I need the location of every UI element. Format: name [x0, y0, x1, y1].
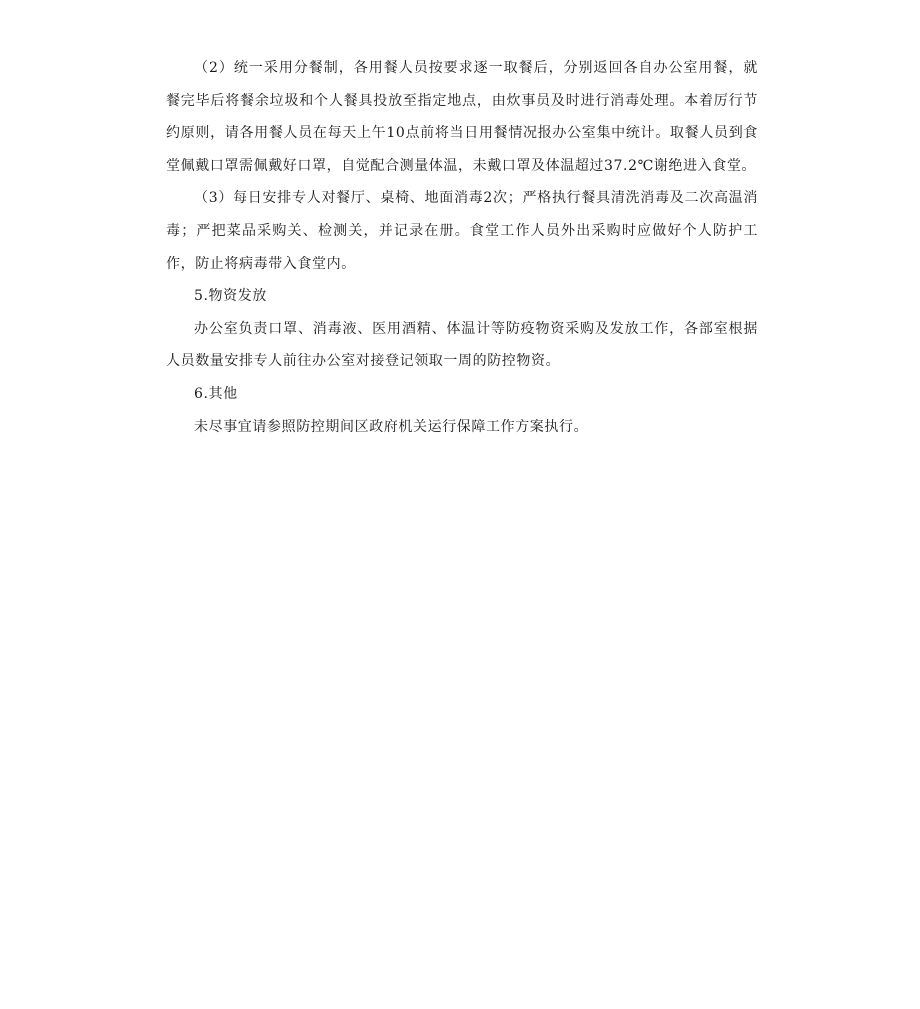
paragraph-supplies: 办公室负责口罩、消毒液、医用酒精、体温计等防疫物资采购及发放工作，各部室根据人员数量安排专人前往办公室对接登记领取一周的防控物资。	[166, 320, 758, 370]
paragraph-disinfection: （3）每日安排专人对餐厅、桌椅、地面消毒2次；严格执行餐具清洗消毒及二次高温消毒；严把菜品采购关、检测关，并记录在册。食堂工作人员外出采购时应做好个人防护工作，防止将病毒带入食堂内。	[166, 190, 758, 272]
section-heading-supplies: 5.物资发放	[194, 288, 267, 305]
section-heading-other: 6.其他	[194, 385, 238, 402]
paragraph-other: 未尽事宜请参照防控期间区政府机关运行保障工作方案执行。	[194, 418, 589, 435]
paragraph-meal-distribution: （2）统一采用分餐制，各用餐人员按要求逐一取餐后，分别返回各自办公室用餐，就餐完毕后将餐余垃圾和个人餐具投放至指定地点，由炊事员及时进行消毒处理。本着厉行节约原则，请各用餐人员在每天上午10点前将当日用餐情况报办公室集中统计。取餐人员到食堂佩戴口罩需佩戴好口罩，自觉配合测量体温，未戴口罩及体温超过37.2℃谢绝进入食堂。	[166, 60, 758, 174]
document-body	[166, 52, 758, 443]
